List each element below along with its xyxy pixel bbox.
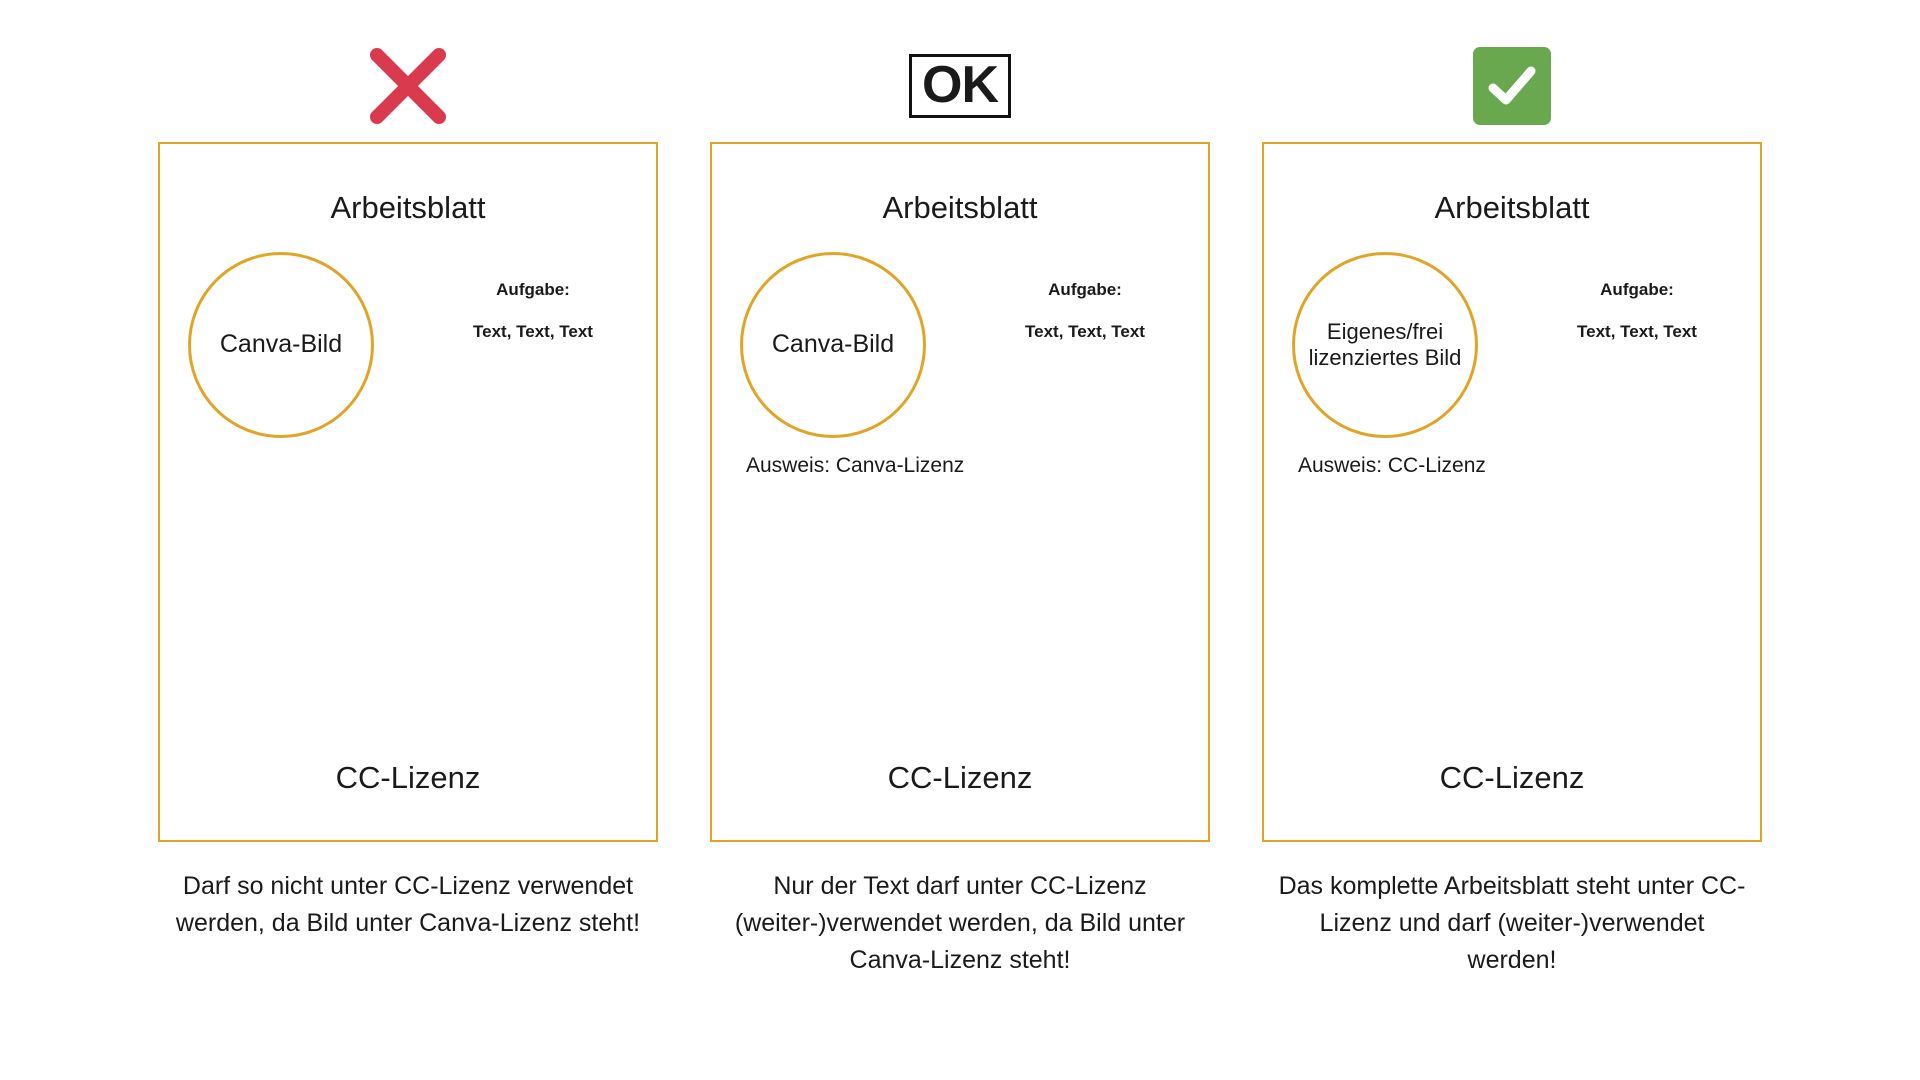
red-cross-icon [365,43,451,129]
worksheet-title: Arbeitsblatt [882,190,1038,225]
image-placeholder-circle: Canva-Bild [188,252,374,438]
comparison-column-2 [710,30,1210,979]
status-mark-3 [1473,30,1551,142]
column-caption: Nur der Text darf unter CC-Lizenz (weiter-)verwendet werden, da Bild unter Canva-Lizenz steht! [734,872,1186,974]
status-mark-2 [909,30,1011,142]
worksheet-card-1 [158,142,658,842]
task-block [970,280,1200,342]
column-caption: Darf so nicht unter CC-Lizenz verwendet werden, da Bild unter Canva-Lizenz steht! [175,872,641,937]
column-caption: Das komplette Arbeitsblatt steht unter CC-Lizenz und darf (weiter-)verwendet werden! [1278,872,1746,974]
worksheet-body [1264,252,1760,442]
task-label: Aufgabe: [496,280,570,299]
task-text: Text, Text, Text [473,322,593,341]
task-block [1522,280,1752,342]
worksheet-card-3 [1262,142,1762,842]
task-text: Text, Text, Text [1025,322,1145,341]
worksheet-title: Arbeitsblatt [330,190,486,225]
worksheet-license-footer: CC-Lizenz [1439,760,1585,795]
license-badge: Ausweis: Canva-Lizenz [746,454,965,477]
ok-box-icon: OK [909,54,1011,118]
comparison-column-3 [1262,30,1762,979]
worksheet-license-footer: CC-Lizenz [335,760,481,795]
license-badge: Ausweis: CC-Lizenz [1298,454,1486,477]
worksheet-body [160,252,656,442]
comparison-column-1 [158,30,658,942]
green-check-icon [1473,47,1551,125]
task-label: Aufgabe: [1048,280,1122,299]
worksheet-card-2 [710,142,1210,842]
image-placeholder-circle: Canva-Bild [740,252,926,438]
task-label: Aufgabe: [1600,280,1674,299]
image-placeholder-circle: Eigenes/frei lizenziertes Bild [1292,252,1478,438]
task-block [418,280,648,342]
worksheet-body [712,252,1208,442]
task-text: Text, Text, Text [1577,322,1697,341]
status-mark-1 [365,30,451,142]
worksheet-license-footer: CC-Lizenz [887,760,1033,795]
worksheet-title: Arbeitsblatt [1434,190,1590,225]
